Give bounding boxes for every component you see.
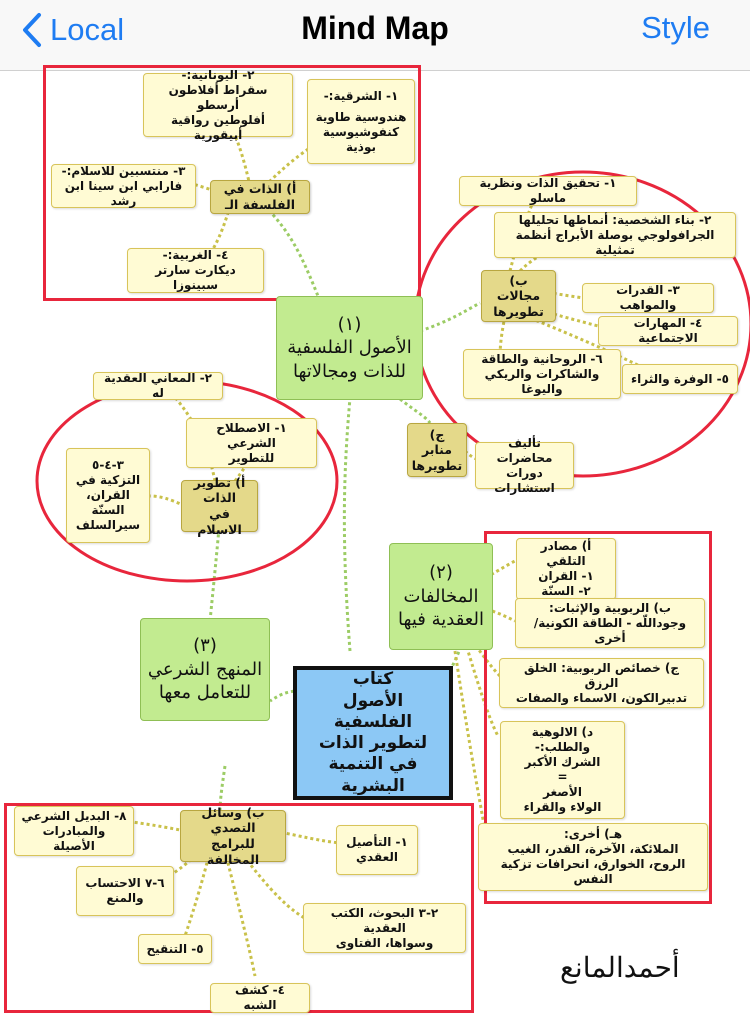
leaf-alternative[interactable] <box>14 806 134 856</box>
sub-line: تطويرها <box>493 303 544 319</box>
branch-node-2[interactable] <box>389 543 493 650</box>
leaf-line: وجوداللّه - الطاقة الكونية/أخرى <box>533 615 687 645</box>
leaf-personality[interactable] <box>494 212 736 258</box>
sub-line: ب) مجالات <box>496 272 541 304</box>
sub-line: ب) وسائل التصدي <box>201 804 265 836</box>
page-title: Mind Map <box>301 10 449 46</box>
leaf-line: الروح، الخوارق، انحرافات تزكية النفس <box>500 857 686 886</box>
style-button[interactable]: Style <box>641 10 710 45</box>
branch-line: (٢) <box>429 562 453 584</box>
leaf-line: أ) مصادر التلقي <box>540 539 592 568</box>
leaf-line: تدبيرالكون، الاسماء والصفات <box>515 690 688 705</box>
leaf-line: فارابي ابن سينا ابن رشد <box>64 178 183 208</box>
leaf-line: القران، السنّة <box>86 488 130 517</box>
leaf-line: ٢- المعاني العقدية له <box>104 371 212 400</box>
author-signature: أحمدالمانع <box>560 951 680 984</box>
leaf-line: سيرالسلف <box>75 518 141 532</box>
leaf-line: = <box>557 770 568 784</box>
branch-line: (٣) <box>193 635 217 657</box>
leaf-line: ديكارت سارتر سبينوزا <box>155 263 236 292</box>
sub-node-platforms[interactable] <box>407 423 467 477</box>
leaf-accountability[interactable] <box>76 866 174 916</box>
branch-line: للذات ومجالاتها <box>292 360 407 382</box>
leaf-line: للتطوير <box>228 450 275 465</box>
leaf-authoring[interactable] <box>475 435 574 495</box>
leaf-line: العقدي <box>356 850 398 864</box>
leaf-others[interactable] <box>478 823 708 891</box>
leaf-sources[interactable] <box>516 538 616 600</box>
sub-node-philosophy[interactable] <box>210 180 310 214</box>
leaf-vetting[interactable] <box>138 934 212 964</box>
sub-node-fields[interactable] <box>481 270 556 322</box>
leaf-line: والشاكرات والريكي واليوغا <box>484 366 600 396</box>
leaf-line: سقراط أفلاطون أرسطو <box>168 82 268 112</box>
leaf-divinity[interactable] <box>500 721 625 819</box>
branch-line: المنهج الشرعي <box>147 658 263 680</box>
root-node[interactable] <box>293 666 453 800</box>
leaf-line: ١- القران <box>538 569 594 583</box>
branch-line: (١) <box>337 313 362 335</box>
leaf-maslow[interactable] <box>459 176 637 206</box>
leaf-line: أفلوطين رواقية أبيقورية <box>170 112 266 142</box>
leaf-line: ب) الربوبية والإثبات: <box>549 600 671 615</box>
leaf-line: ٢- السنّة <box>541 584 591 598</box>
root-line: كتاب <box>352 669 394 690</box>
leaf-line: كنفوشيوسية بوذية <box>322 124 400 154</box>
leaf-line: دورات استشارات <box>494 465 555 495</box>
branch-node-1[interactable] <box>276 296 423 400</box>
leaf-rooting[interactable] <box>336 825 418 875</box>
leaf-line: ٣- منتسبين للاسلام:- <box>61 163 186 178</box>
navigation-bar <box>0 0 750 71</box>
leaf-line: ١- الاصطلاح الشرعي <box>216 420 287 450</box>
leaf-line: ٢-٣ البحوث، الكتب العقدية <box>330 905 439 935</box>
leaf-line: ٣- القدرات والمواهب <box>616 283 680 312</box>
leaf-creedal-meanings[interactable] <box>93 372 223 400</box>
leaf-tazkiya[interactable] <box>66 448 150 543</box>
leaf-line: ٦-٧ الاحتساب <box>85 876 165 890</box>
root-line: في التنمية البشرية <box>328 754 418 796</box>
branch-line: الأصول الفلسفية <box>287 337 412 359</box>
leaf-line: ٨- البديل الشرعي <box>21 808 127 823</box>
leaf-line: والمبادرات الأصيلة <box>42 823 106 853</box>
leaf-line: د) الالوهية والطلب:- <box>531 725 594 754</box>
branch-line: المخالفات <box>403 585 479 607</box>
leaf-line: ١- الشرقية:- <box>323 88 399 103</box>
leaf-muslim-affiliated[interactable] <box>51 164 196 208</box>
leaf-line: الولاء والقراء <box>523 800 602 814</box>
leaf-line: وسواها، الفتاوى <box>335 935 434 950</box>
leaf-sharia-term[interactable] <box>186 418 317 468</box>
sub-line: في الاسلام <box>197 506 242 537</box>
leaf-line: تأليف محاضرات <box>496 435 553 465</box>
leaf-line: ٢- اليونانية:- <box>181 67 255 82</box>
branch-line: للتعامل معها <box>158 682 252 704</box>
sub-node-means[interactable] <box>180 804 286 867</box>
sub-node-islam[interactable] <box>181 474 258 537</box>
leaf-line: ٤- كشف الشبه <box>235 983 285 1012</box>
sub-line: أ) الذات في الفلسفة الـ <box>223 181 297 212</box>
sub-line: أ) تطوير الذات <box>193 474 246 506</box>
leaf-wealth[interactable] <box>622 364 738 394</box>
leaf-spiritual[interactable] <box>463 349 621 399</box>
leaf-line: ٦- الروحانية والطاقة <box>481 351 603 366</box>
leaf-line: ج) خصائص الربوبية: الخلق الرزق <box>523 660 680 690</box>
leaf-line: ٣-٤-٥ <box>92 458 124 472</box>
leaf-doubts[interactable] <box>210 983 310 1013</box>
leaf-line: والمنع <box>106 891 144 905</box>
leaf-line: ٤- الغربية:- <box>162 248 229 262</box>
back-label: Local <box>50 12 125 47</box>
leaf-line: هـ) أخرى: <box>563 827 623 841</box>
leaf-line: ١- تحقيق الذات ونظرية ماسلو <box>479 176 617 205</box>
sub-line: ج) منابر <box>421 426 452 458</box>
sub-line: تطويرها <box>411 457 463 473</box>
leaf-line: ٥- التنقيح <box>146 941 204 956</box>
leaf-line: الأصغر <box>543 785 582 799</box>
leaf-line: التزكية في <box>75 473 141 487</box>
leaf-greek[interactable] <box>143 67 293 142</box>
sub-line: للبرامج المخالفة <box>206 836 260 867</box>
branch-line: العقدية فيها <box>398 609 484 631</box>
leaf-line: هندوسية طاوية <box>315 109 407 124</box>
leaf-line: ٢- بناء الشخصية: أنماطها تحليلها <box>518 212 712 227</box>
leaf-lordship-traits[interactable] <box>499 658 704 708</box>
mind-map-canvas <box>0 67 750 1019</box>
leaf-western[interactable] <box>127 248 264 293</box>
leaf-lordship[interactable] <box>515 598 705 648</box>
leaf-abilities[interactable] <box>582 283 714 313</box>
root-line: لتطوير الذات <box>318 733 428 753</box>
leaf-line: ٥- الوفرة والثراء <box>631 371 729 386</box>
leaf-eastern[interactable] <box>307 79 415 164</box>
leaf-line: الشرك الأكبر <box>524 755 601 769</box>
leaf-line: ١- التأصيل <box>346 835 408 849</box>
leaf-line: ٤- المهارات الاجتماعية <box>633 316 703 345</box>
leaf-line: الجرافولوجي بوصلة الأبراج أنظمة تمثيلية <box>515 227 715 257</box>
leaf-line: الملائكة، الآخرة، القدر، الغيب <box>507 842 679 856</box>
root-line: الأصول الفلسفية <box>333 690 413 732</box>
leaf-social[interactable] <box>598 316 738 346</box>
leaf-research[interactable] <box>303 903 466 953</box>
branch-node-3[interactable] <box>140 618 270 721</box>
